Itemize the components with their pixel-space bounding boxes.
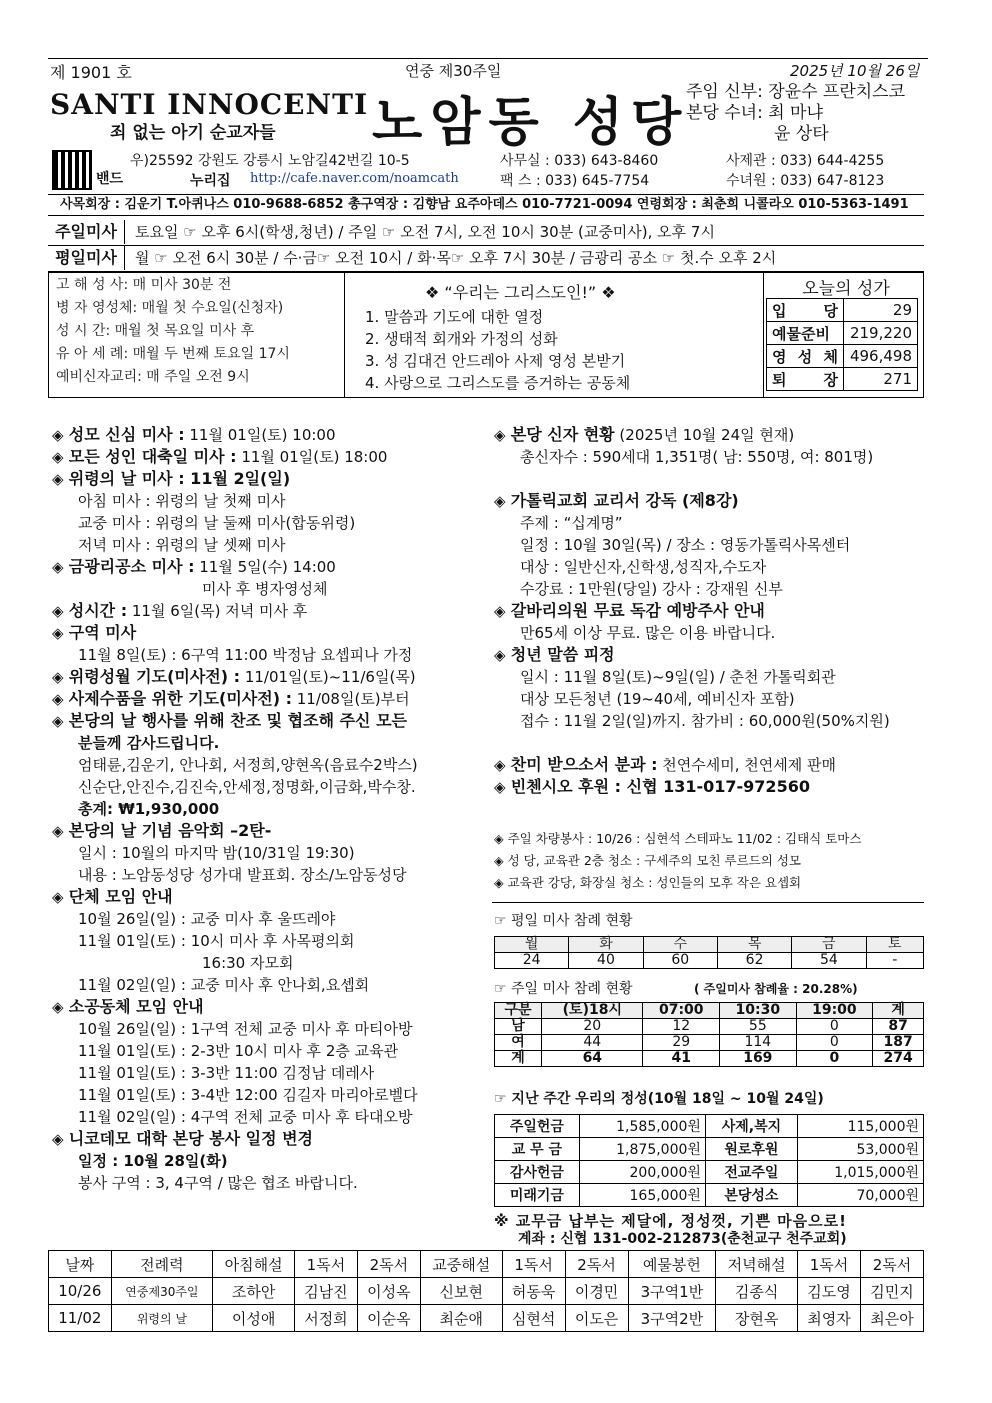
sunday-cell: 87: [873, 1019, 924, 1035]
announcement-line: 11월 8일(토) : 6구역 11:00 박정남 요셉피나 가정: [78, 646, 413, 664]
office-fax: 팩 스 : 033) 645-7754: [500, 173, 650, 189]
ministry-schedule: [48, 1250, 924, 1332]
schedule-cell: 김민지: [860, 1278, 923, 1305]
announcement-line: 아침 미사 : 위령의 날 첫째 미사: [78, 492, 286, 510]
announcement-line: 접수 : 11월 2일(일)까지. 참가비 : 60,000원(50%지원): [520, 712, 890, 730]
announcement-line: 16:30 자모회: [202, 954, 294, 972]
schedule-cell: 11/02: [49, 1305, 112, 1332]
schedule-cell: 서정희: [294, 1305, 357, 1332]
sunday-col-header: 계: [873, 1003, 924, 1019]
announcement-line: 11월 01일(토) : 10시 미사 후 사목평의회: [78, 932, 355, 950]
divider: [492, 902, 924, 903]
slogan: ※ 교무금 납부는 제달에, 정성껏, 기쁜 마음으로!: [494, 1212, 847, 1230]
latin-subtitle: 죄 없는 아기 순교자들: [110, 123, 276, 143]
hymn-label: 퇴 장: [767, 368, 844, 391]
announcement-heading: [52, 666, 482, 688]
sacrament-line: 고 해 성 사: 매 미사 30분 전: [56, 277, 232, 293]
offering-cell: 115,000원: [797, 1115, 923, 1138]
offering-cell: 주일헌금: [495, 1115, 580, 1138]
announcement-line: 11월 01일(토) : 2-3반 10시 미사 후 2층 교육관: [78, 1042, 399, 1060]
schedule-cell: 이성옥: [357, 1278, 420, 1305]
offering-cell: 원로후원: [705, 1138, 797, 1161]
announcement-heading: [52, 996, 482, 1018]
day-count: 60: [643, 953, 717, 969]
heading-detail: (2025년 10월 24일 현재): [614, 426, 795, 444]
heading-text: 사제수품을 위한 기도(미사전) :: [68, 689, 292, 708]
announcement-heading: [52, 622, 482, 644]
sunday-stats-table: [494, 1002, 924, 1067]
schedule-header: 날짜: [49, 1251, 112, 1278]
offering-cell: 200,000원: [579, 1161, 705, 1184]
announcements-right: [494, 424, 924, 798]
schedule-cell: 최순애: [420, 1305, 502, 1332]
convent-phone: 수녀원 : 033) 647-8123: [726, 173, 885, 189]
schedule-header: 1독서: [502, 1251, 565, 1278]
sunday-cell: 남: [495, 1019, 542, 1035]
motto-list: [365, 306, 630, 394]
announcement-line: 일시 : 10월의 마지막 밤(10/31일 19:30): [78, 844, 355, 862]
schedule-cell: 조하안: [213, 1278, 295, 1305]
sunday-col-header: (토)18시: [542, 1003, 643, 1019]
hymn-label: 예물준비: [767, 322, 844, 345]
heading-text: 니코데모 대학 본당 봉사 일정 변경: [68, 1129, 314, 1148]
sunday-mass-row: [48, 220, 924, 246]
qr-code-icon[interactable]: [52, 150, 92, 190]
schedule-cell: 김남진: [294, 1278, 357, 1305]
schedule-cell: 이순옥: [357, 1305, 420, 1332]
announcement-heading: [494, 600, 924, 622]
schedule-cell: 허동욱: [502, 1278, 565, 1305]
homepage-label: 누리집: [190, 173, 231, 189]
announcement-heading: [52, 556, 482, 578]
sacrament-line: 예비신자교리: 매 주일 오전 9시: [56, 369, 250, 385]
offering-table: [494, 1114, 924, 1207]
heading-text: 갈바리의원 무료 독감 예방주사 안내: [510, 601, 765, 620]
hymn-label: 입 당: [767, 299, 844, 322]
announcement-line: 대상 모든청년 (19~40세, 예비신자 포함): [520, 690, 795, 708]
schedule-cell: 위령의 날: [111, 1305, 213, 1332]
hymn-number: 219,220: [844, 322, 918, 345]
announcement-line: 총신자수 : 590세대 1,351명( 남: 550명, 여: 801명): [520, 448, 874, 466]
day-count: 24: [495, 953, 569, 969]
offering-cell: 사제,복지: [705, 1115, 797, 1138]
motto-item: 1. 말씀과 기도에 대한 열정: [365, 308, 544, 326]
heading-text: 본당 신자 현황: [510, 425, 615, 444]
day-header: 화: [569, 937, 643, 953]
announcement-line: 내용 : 노암동성당 성가대 발표회. 장소/노암동성당: [78, 866, 407, 884]
schedule-header: 1독서: [294, 1251, 357, 1278]
sunday-col-header: 07:00: [643, 1003, 720, 1019]
weekday-mass-times: 월 ☞ 오전 6시 30분 / 수·금☞ 오전 10시 / 화·목☞ 오후 7시 30분 / 금광리 공소 ☞ 첫.수 오후 2시: [135, 249, 777, 267]
note-line: ◈ 교육관 강당, 화장실 청소 : 성인들의 모후 작은 요셉회: [494, 875, 802, 890]
heading-text: 가톨릭교회 교리서 강독 (제8강): [510, 491, 739, 510]
announcement-heading: [52, 1128, 482, 1150]
schedule-cell: 연중제30주일: [111, 1278, 213, 1305]
schedule-header: 2독서: [357, 1251, 420, 1278]
announcement-line: 11월 01일(토) : 3-4반 12:00 김길자 마리아로벨다: [78, 1086, 418, 1104]
office-phone: 사무실 : 033) 643-8460: [500, 153, 659, 169]
sunday-cell: 114: [720, 1035, 797, 1051]
announcement-line: 봉사 구역 : 3, 4구역 / 많은 협조 바랍니다.: [78, 1174, 358, 1192]
sunday-cell: 64: [542, 1051, 643, 1067]
announcement-line: 미사 후 병자영성체: [202, 580, 328, 598]
day-header: 월: [495, 937, 569, 953]
announcement-heading: [494, 424, 924, 446]
heading-text: 본당의 날 행사를 위해 찬조 및 협조해 주신 모든: [68, 711, 407, 730]
heading-text: 위령성월 기도(미사전) :: [68, 667, 241, 686]
volunteer-notes: [494, 828, 861, 894]
sunday-cell: 0: [796, 1051, 873, 1067]
schedule-header: 예물봉헌: [628, 1251, 716, 1278]
schedule-header: 1독서: [798, 1251, 861, 1278]
announcement-line: 신순단,안진수,김진숙,안세정,정명화,이금화,박수창.: [78, 778, 416, 796]
liturgical-week: 연중 제30주일: [405, 62, 502, 80]
heading-detail: 11/01일(토)~11/6일(목): [240, 668, 416, 686]
pastor-info: [686, 82, 905, 145]
day-header: 목: [717, 937, 791, 953]
motto-item: 3. 성 김대건 안드레아 사제 영성 본받기: [365, 352, 626, 370]
schedule-header: 2독서: [860, 1251, 923, 1278]
day-header: 토: [866, 937, 923, 953]
offering-title: ☞ 지난 주간 우리의 정성(10월 18일 ~ 10월 24일): [494, 1091, 824, 1107]
announcement-heading: [52, 688, 482, 710]
divider: [763, 272, 764, 398]
sunday-cell: 20: [542, 1019, 643, 1035]
heading-text: 성시간 :: [68, 601, 128, 620]
announcement-line: 분들께 감사드립니다.: [78, 734, 220, 752]
schedule-header: 2독서: [565, 1251, 628, 1278]
spacer: [494, 468, 924, 490]
latin-title: SANTI INNOCENTI: [50, 88, 369, 121]
announcement-heading: [494, 490, 924, 512]
announcements-left: [52, 424, 482, 1194]
announcement-heading: [52, 710, 482, 732]
schedule-cell: 최영자: [798, 1305, 861, 1332]
motto-title: ❖ “우리는 그리스도인!” ❖: [425, 283, 616, 302]
schedule-header: 저녁해설: [716, 1251, 798, 1278]
motto-item: 2. 생태적 회개와 가정의 성화: [365, 330, 558, 348]
schedule-cell: 3구역1반: [628, 1278, 716, 1305]
announcement-line: 11월 01일(토) : 3-3반 11:00 김정남 데레사: [78, 1064, 375, 1082]
heading-text: 성모 신심 미사 :: [68, 425, 185, 444]
sunday-col-header: 19:00: [796, 1003, 873, 1019]
heading-text: 모든 성인 대축일 미사 :: [68, 447, 237, 466]
announcement-line: 일시 : 11월 8일(토)~9일(일) / 춘천 가톨릭회관: [520, 668, 836, 686]
offering-cell: 본당성소: [705, 1184, 797, 1207]
parish-name: 노암동 성당: [372, 93, 690, 153]
weekday-mass-row: [48, 246, 924, 272]
offering-cell: 교 무 금: [495, 1138, 580, 1161]
hymn-label: 영 성 체: [767, 345, 844, 368]
account-info: 계좌 : 신협 131-002-212873(춘천교구 천주교회): [518, 1231, 847, 1247]
heading-text: 구역 미사: [68, 623, 137, 642]
hymn-number: 29: [844, 299, 918, 322]
sister-line-2: 윤 상타: [774, 124, 829, 144]
day-count: 54: [792, 953, 866, 969]
sunday-cell: 44: [542, 1035, 643, 1051]
day-count: 62: [717, 953, 791, 969]
schedule-cell: 신보현: [420, 1278, 502, 1305]
schedule-cell: 이도은: [565, 1305, 628, 1332]
sacrament-line: 병 자 영성체: 매월 첫 수요일(신청자): [56, 300, 284, 316]
heading-text: 단체 모임 안내: [68, 887, 173, 906]
sunday-cell: 29: [643, 1035, 720, 1051]
heading-detail: 천연수세미, 천연세제 판매: [657, 756, 836, 774]
note-line: ◈ 주일 차량봉사 : 10/26 : 심현석 스테파노 11/02 : 김태식 토마스: [494, 831, 862, 846]
sacrament-line: 유 아 세 례: 매월 두 번째 토요일 17시: [56, 346, 290, 362]
offering-cell: 감사헌금: [495, 1161, 580, 1184]
heading-detail: 11월 01일(토) 18:00: [236, 448, 388, 466]
schedule-cell: 10/26: [49, 1278, 112, 1305]
announcement-heading: [52, 446, 482, 468]
offering-cell: 70,000원: [797, 1184, 923, 1207]
schedule-cell: 3구역2반: [628, 1305, 716, 1332]
announcement-line: 주제 : “십계명”: [520, 514, 623, 532]
schedule-cell: 장현옥: [716, 1305, 798, 1332]
announcement-heading: [52, 600, 482, 622]
staff-contacts: 사목회장 : 김운기 T.아퀴나스 010-9688-6852 총구역장 : 김향남 요주아데스 010-7721-0094 연령회장 : 최춘희 니콜라오 010-5363-1491: [48, 194, 924, 216]
sunday-col-header: 구분: [495, 1003, 542, 1019]
sunday-cell: 55: [720, 1019, 797, 1035]
sunday-cell: 187: [873, 1035, 924, 1051]
heading-detail: 11월 5일(수) 14:00: [194, 558, 336, 576]
schedule-header: 아침해설: [213, 1251, 295, 1278]
pastor-line: 주임 신부: 장윤수 프란치스코: [686, 82, 906, 102]
offering-cell: 1,585,000원: [579, 1115, 705, 1138]
issue-date: 2025년 10월 26일: [790, 62, 920, 80]
offering-cell: 미래기금: [495, 1184, 580, 1207]
schedule-cell: 심현석: [502, 1305, 565, 1332]
announcement-line: 대상 : 일반신자,신학생,성직자,수도자: [520, 558, 767, 576]
announcement-line: 11월 02일(일) : 교중 미사 후 안나회,요셉회: [78, 976, 370, 994]
announcement-line: 엄태륜,김운기, 안나회, 서정희,양현옥(음료수2박스): [78, 756, 418, 774]
schedule-cell: 이경민: [565, 1278, 628, 1305]
offering-cell: 1,015,000원: [797, 1161, 923, 1184]
announcement-line: 교중 미사 : 위령의 날 둘째 미사(합동위령): [78, 514, 356, 532]
heading-text: 찬미 받으소서 분과 :: [510, 755, 658, 774]
announcement-heading: [52, 886, 482, 908]
heading-text: 청년 말씀 피정: [510, 645, 615, 664]
heading-text: 금광리공소 미사 :: [68, 557, 195, 576]
schedule-cell: 김도영: [798, 1278, 861, 1305]
offering-cell: 전교주일: [705, 1161, 797, 1184]
sister-line: 본당 수녀: 최 마냐: [686, 103, 823, 123]
announcement-line: 10월 26일(일) : 교중 미사 후 울뜨레야: [78, 910, 336, 928]
schedule-header: 전례력: [111, 1251, 213, 1278]
sunday-cell: 12: [643, 1019, 720, 1035]
announcement-heading: [52, 424, 482, 446]
sunday-cell: 0: [796, 1019, 873, 1035]
announcement-line: 만65세 이상 무료. 많은 이용 바랍니다.: [520, 624, 776, 642]
sunday-col-header: 10:30: [720, 1003, 797, 1019]
announcement-line: 수강료 : 1만원(당일) 강사 : 강재원 신부: [520, 580, 783, 598]
sacrament-line: 성 시 간: 매월 첫 목요일 미사 후: [56, 323, 255, 339]
issue-number: 제 1901 호: [50, 63, 132, 82]
announcement-heading: [494, 776, 924, 798]
homepage-link[interactable]: http://cafe.naver.com/noamcath: [250, 171, 459, 186]
day-header: 금: [792, 937, 866, 953]
schedule-cell: 김종식: [716, 1278, 798, 1305]
sunday-mass-times: 토요일 ☞ 오후 6시(학생,청년) / 주일 ☞ 오전 7시, 오전 10시 30분 (교중미사), 오후 7시: [135, 223, 715, 241]
header-rule: [48, 58, 928, 59]
weekday-stats-title: ☞ 평일 미사 참례 현황: [494, 913, 633, 929]
sunday-cell: 계: [495, 1051, 542, 1067]
heading-text: 위령의 날 미사 : 11월 2일(일): [68, 469, 291, 488]
day-count: -: [866, 953, 923, 969]
offering-cell: 53,000원: [797, 1138, 923, 1161]
spacer: [494, 732, 924, 754]
sunday-cell: 41: [643, 1051, 720, 1067]
sunday-cell: 여: [495, 1035, 542, 1051]
heading-text: 소공동체 모임 안내: [68, 997, 204, 1016]
day-header: 수: [643, 937, 717, 953]
heading-detail: 11/08일(토)부터: [291, 690, 410, 708]
offering-cell: 165,000원: [579, 1184, 705, 1207]
announcement-line: 11월 02일(일) : 4구역 전체 교중 미사 후 타대오방: [78, 1108, 413, 1126]
sunday-cell: 274: [873, 1051, 924, 1067]
offering-cell: 1,875,000원: [579, 1138, 705, 1161]
heading-text: 본당의 날 기념 음악회 –2탄-: [68, 821, 272, 840]
heading-detail: 11월 01일(토) 10:00: [184, 426, 336, 444]
announcement-heading: [52, 820, 482, 842]
announcement-heading: [494, 644, 924, 666]
announcement-line: 일정 : 10월 30일(목) / 장소 : 영동가톨릭사목센터: [520, 536, 851, 554]
announcement-line: 10월 26일(일) : 1구역 전체 교중 미사 후 마티아방: [78, 1020, 413, 1038]
hymns-table: [766, 298, 918, 391]
divider: [344, 272, 345, 398]
weekday-mass-label: 평일미사: [48, 246, 125, 270]
address: 우)25592 강원도 강릉시 노암길42번길 10-5: [130, 153, 410, 169]
weekday-stats-table: [494, 936, 924, 969]
sunday-stats-title: ☞ 주일 미사 참례 현황: [494, 981, 633, 997]
day-count: 40: [569, 953, 643, 969]
sunday-cell: 0: [796, 1035, 873, 1051]
hymn-number: 496,498: [844, 345, 918, 368]
schedule-header: 교중해설: [420, 1251, 502, 1278]
hymn-number: 271: [844, 368, 918, 391]
sunday-attendance-rate: ( 주일미사 참례율 : 20.28%): [694, 982, 858, 996]
rectory-phone: 사제관 : 033) 644-4255: [726, 153, 885, 169]
band-label[interactable]: 밴드: [96, 171, 124, 187]
note-line: ◈ 성 당, 교육관 2층 청소 : 구세주의 모친 루르드의 성모: [494, 853, 801, 868]
announcement-line: 일정 : 10월 28일(화): [78, 1152, 228, 1170]
heading-detail: 11월 6일(목) 저녁 미사 후: [127, 602, 308, 620]
sacrament-info: [56, 274, 290, 389]
sunday-mass-label: 주일미사: [48, 220, 125, 244]
motto-item: 4. 사랑으로 그리스도를 증거하는 공동체: [365, 374, 631, 392]
schedule-cell: 이성애: [213, 1305, 295, 1332]
hymns-title: 오늘의 성가: [802, 279, 890, 299]
heading-text: 빈첸시오 후원 : 신협 131-017-972560: [510, 777, 810, 796]
announcement-heading: [52, 468, 482, 490]
sunday-cell: 169: [720, 1051, 797, 1067]
announcement-line: 저녁 미사 : 위령의 날 셋째 미사: [78, 536, 286, 554]
announcement-heading: [494, 754, 924, 776]
announcement-line: 총계: ₩1,930,000: [78, 800, 220, 818]
schedule-cell: 최은아: [860, 1305, 923, 1332]
